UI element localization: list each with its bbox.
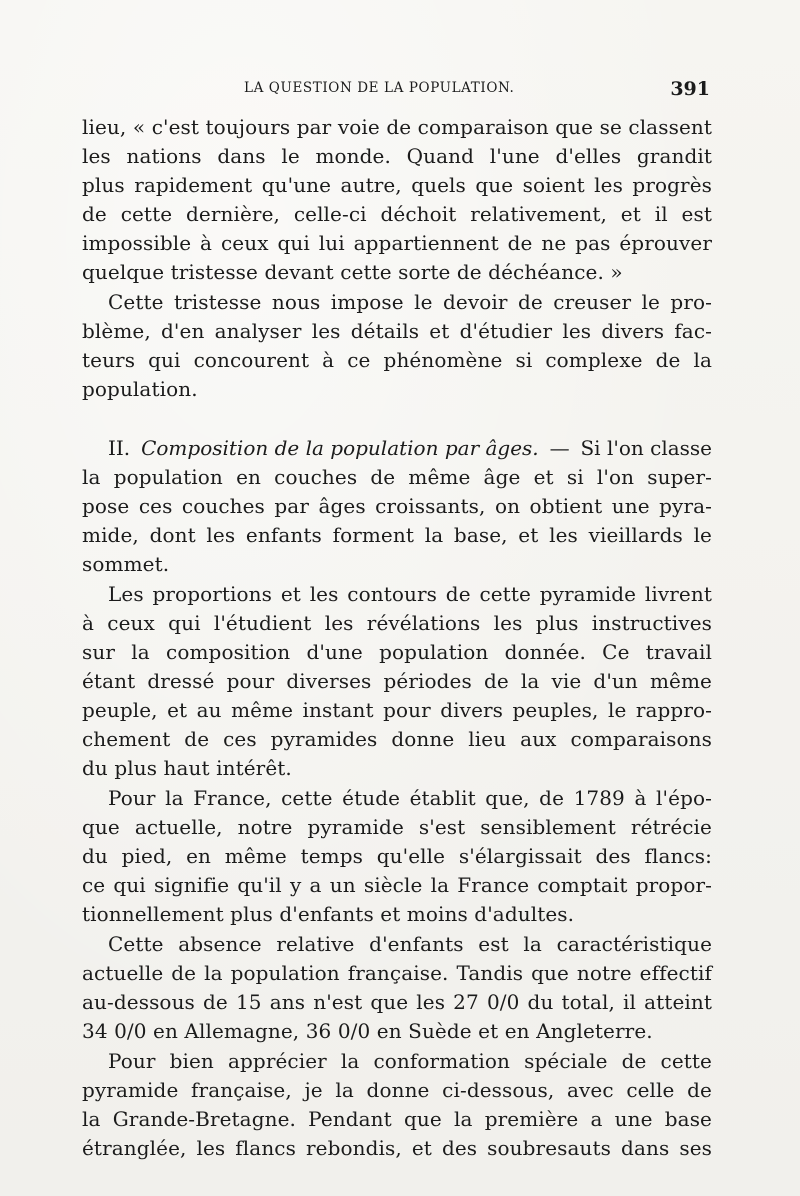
text-line: blème, d'en analyser les détails et d'étudier les divers fac- (82, 319, 712, 343)
page-header (82, 78, 712, 102)
section-dash: — (549, 436, 570, 460)
text-line: peuple, et au même instant pour divers peuples, le rappro- (82, 698, 712, 722)
text-line: pose ces couches par âges croissants, on obtient une pyra- (82, 494, 712, 518)
text-line: Cette tristesse nous impose le devoir de creuser le pro- (108, 290, 712, 314)
text-line: chement de ces pyramides donne lieu aux comparaisons (82, 727, 712, 751)
running-title: LA QUESTION DE LA POPULATION. (244, 80, 515, 96)
text-line: sur la composition d'une population donnée. Ce travail (82, 640, 712, 664)
section-lead: Si l'on classe (580, 436, 712, 460)
text-line: quelque tristesse devant cette sorte de déchéance. » (82, 260, 623, 284)
text-line: Les proportions et les contours de cette pyramide livrent (108, 582, 712, 606)
page-number: 391 (670, 78, 710, 100)
text-line: population. (82, 377, 198, 401)
text-line: la Grande-Bretagne. Pendant que la première a une base (82, 1107, 712, 1131)
text-line: Pour bien apprécier la conformation spéciale de cette (108, 1049, 712, 1073)
text-line: Cette absence relative d'enfants est la caractéristique (108, 932, 712, 956)
text-line: lieu, « c'est toujours par voie de comparaison que se classent (82, 115, 712, 139)
text-line: de cette dernière, celle-ci déchoit relativement, et il est (82, 202, 712, 226)
text-line: étant dressé pour diverses périodes de la vie d'un même (82, 669, 712, 693)
text-line: du pied, en même temps qu'elle s'élargissait des flancs: (82, 844, 712, 868)
text-line: que actuelle, notre pyramide s'est sensiblement rétrécie (82, 815, 712, 839)
text-line: actuelle de la population française. Tandis que notre effectif (82, 961, 712, 985)
text-line: Pour la France, cette étude établit que, de 1789 à l'épo- (108, 786, 712, 810)
text-line: du plus haut intérêt. (82, 756, 292, 780)
text-line: tionnellement plus d'enfants et moins d'adultes. (82, 902, 575, 926)
text-line: ce qui signifie qu'il y a un siècle la France comptait propor- (82, 873, 712, 897)
text-line: 34 0/0 en Allemagne, 36 0/0 en Suède et en Angleterre. (82, 1019, 653, 1043)
text-line: sommet. (82, 552, 170, 576)
text-line: teurs qui concourent à ce phénomène si complexe de la (82, 348, 712, 372)
text-line: étranglée, les flancs rebondis, et des soubresauts dans ses (82, 1136, 712, 1160)
section-heading (108, 434, 712, 462)
text-line: à ceux qui l'étudient les révélations les plus instructives (82, 611, 712, 635)
text-line: la population en couches de même âge et si l'on super- (82, 465, 712, 489)
text-line: pyramide française, je la donne ci-dessous, avec celle de (82, 1078, 712, 1102)
section-title: Composition de la population par âges. (141, 436, 539, 460)
text-line: impossible à ceux qui lui appartiennent de ne pas éprouver (82, 231, 712, 255)
text-line: plus rapidement qu'une autre, quels que soient les progrès (82, 173, 712, 197)
text-line: mide, dont les enfants forment la base, et les vieillards le (82, 523, 712, 547)
text-line: les nations dans le monde. Quand l'une d'elles grandit (82, 144, 712, 168)
text-line: au-dessous de 15 ans n'est que les 27 0/0 du total, il atteint (82, 990, 712, 1014)
section-number: II. (108, 436, 131, 460)
